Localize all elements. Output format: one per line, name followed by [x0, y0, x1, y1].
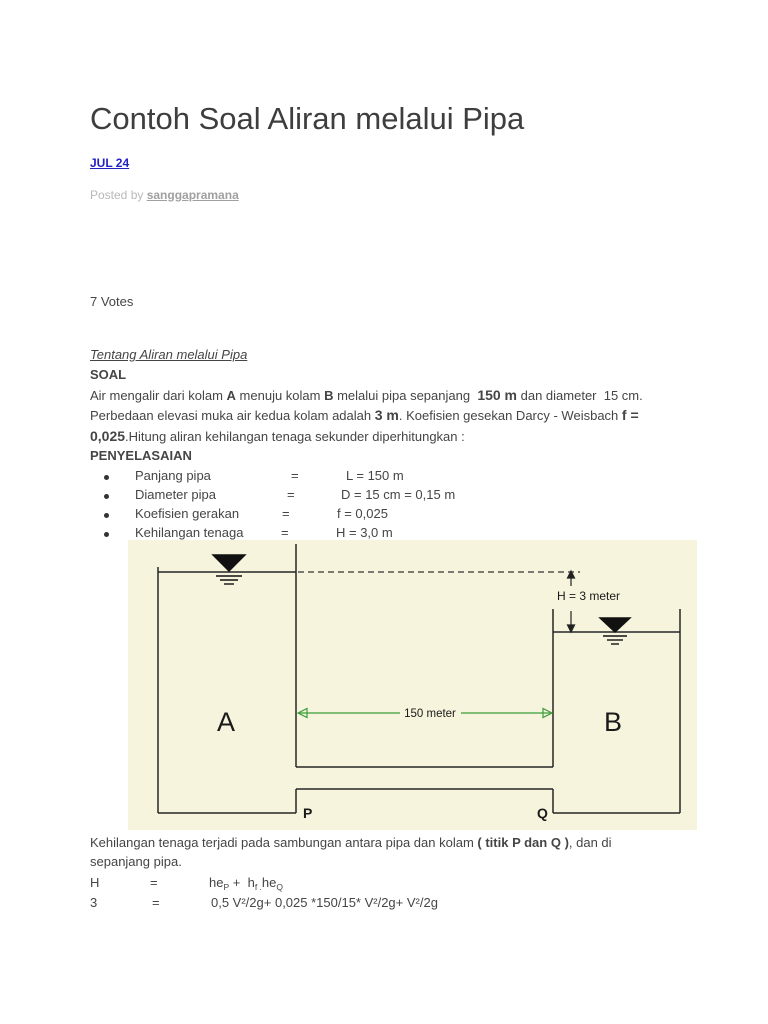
- list-item-equals: =: [281, 525, 289, 540]
- text-segment: Perbedaan elevasi muka air kedua kolam adalah: [90, 408, 375, 423]
- soal-heading: SOAL: [90, 367, 127, 382]
- equation-subscript: f .: [254, 882, 262, 892]
- category-link[interactable]: Tentang Aliran melalui Pipa: [90, 347, 248, 362]
- list-item-value: L = 150 m: [346, 468, 404, 483]
- equation-equals: =: [152, 895, 160, 910]
- pipe-flow-diagram: [128, 540, 697, 830]
- votes-count: [90, 292, 133, 312]
- diagram-background: [128, 540, 697, 830]
- list-item-equals: =: [287, 487, 295, 502]
- list-item-equals: =: [291, 468, 299, 483]
- text-segment: .Hitung aliran kehilangan tenaga sekunder diperhitungkan :: [125, 429, 465, 444]
- text-segment: Air mengalir dari kolam: [90, 388, 227, 403]
- equation-lhs: H: [90, 875, 100, 890]
- pipe-length-label: 150 meter: [404, 708, 456, 720]
- bullet-icon: [104, 475, 109, 480]
- soal-heading-row: [90, 365, 126, 385]
- tank-a-name: A: [226, 388, 236, 403]
- list-item-value: H = 3,0 m: [336, 525, 393, 540]
- equation-subscript: P: [223, 882, 230, 892]
- equation-rhs: 0,5 V²/2g+ 0,025 *150/15* V²/2g+ V²/2g: [211, 895, 438, 910]
- equation-equals: =: [150, 875, 158, 890]
- pipe-length-value: 150 m: [477, 387, 518, 403]
- soal-text-line-3: [90, 426, 465, 446]
- equation-term: + h: [229, 875, 255, 890]
- byline-prefix: Posted by: [90, 188, 147, 202]
- list-item-label: Diameter pipa: [135, 487, 216, 502]
- penyelesaian-heading-row: [90, 446, 192, 466]
- bullet-icon: [104, 513, 109, 518]
- byline: [90, 187, 239, 203]
- penjelasan-line-1: [90, 833, 612, 853]
- equation-row: [0, 873, 768, 893]
- point-q-label: Q: [537, 805, 548, 821]
- post-date-link[interactable]: JUL 24: [90, 156, 130, 170]
- text-segment: . Koefisien gesekan Darcy - Weisbach: [398, 408, 622, 423]
- list-item-equals: =: [282, 506, 290, 521]
- list-item-value: f = 0,025: [337, 506, 388, 521]
- tank-b-name: B: [324, 388, 334, 403]
- bullet-icon: [104, 494, 109, 499]
- bullet-icon: [104, 532, 109, 537]
- elevation-difference-value: 3 m: [374, 407, 399, 423]
- equation-lhs: 3: [90, 895, 98, 910]
- list-item: [0, 485, 768, 505]
- soal-text-line-2: [90, 405, 639, 425]
- post-title: Contoh Soal Aliran melalui Pipa: [90, 101, 525, 136]
- equation-term: he: [261, 875, 277, 890]
- list-item: [0, 504, 768, 524]
- points-p-q-label: ( titik P dan Q ): [477, 835, 569, 850]
- equation-term: he: [209, 875, 224, 890]
- text-segment: melalui pipa sepanjang: [333, 388, 478, 403]
- penyelesaian-heading: PENYELASAIAN: [90, 448, 192, 463]
- friction-value: 0,025: [90, 428, 126, 444]
- category-row: [90, 345, 247, 365]
- author-link[interactable]: sanggapramana: [146, 188, 239, 202]
- text-segment: sepanjang pipa.: [90, 854, 182, 869]
- equation-row: [0, 893, 768, 913]
- soal-text-line-1: [90, 385, 643, 405]
- friction-symbol: f =: [621, 407, 639, 423]
- text-segment: dan diameter 15 cm.: [517, 388, 643, 403]
- text-segment: , dan di: [568, 835, 612, 850]
- tank-b-label: B: [603, 707, 623, 737]
- list-item-label: Kehilangan tenaga: [135, 525, 244, 540]
- tank-a-label: A: [216, 707, 236, 737]
- list-item: [0, 466, 768, 486]
- equation-subscript: Q: [276, 882, 283, 892]
- list-item-value: D = 15 cm = 0,15 m: [341, 487, 456, 502]
- text-segment: Kehilangan tenaga terjadi pada sambungan antara pipa dan kolam: [90, 835, 478, 850]
- penjelasan-line-2: [90, 852, 182, 872]
- votes-label: 7 Votes: [90, 294, 134, 309]
- list-item-label: Panjang pipa: [135, 468, 211, 483]
- text-segment: menuju kolam: [235, 388, 325, 403]
- point-p-label: P: [303, 805, 313, 821]
- equation-rhs: [209, 873, 283, 894]
- head-label: H = 3 meter: [557, 589, 621, 603]
- list-item-label: Koefisien gerakan: [135, 506, 240, 521]
